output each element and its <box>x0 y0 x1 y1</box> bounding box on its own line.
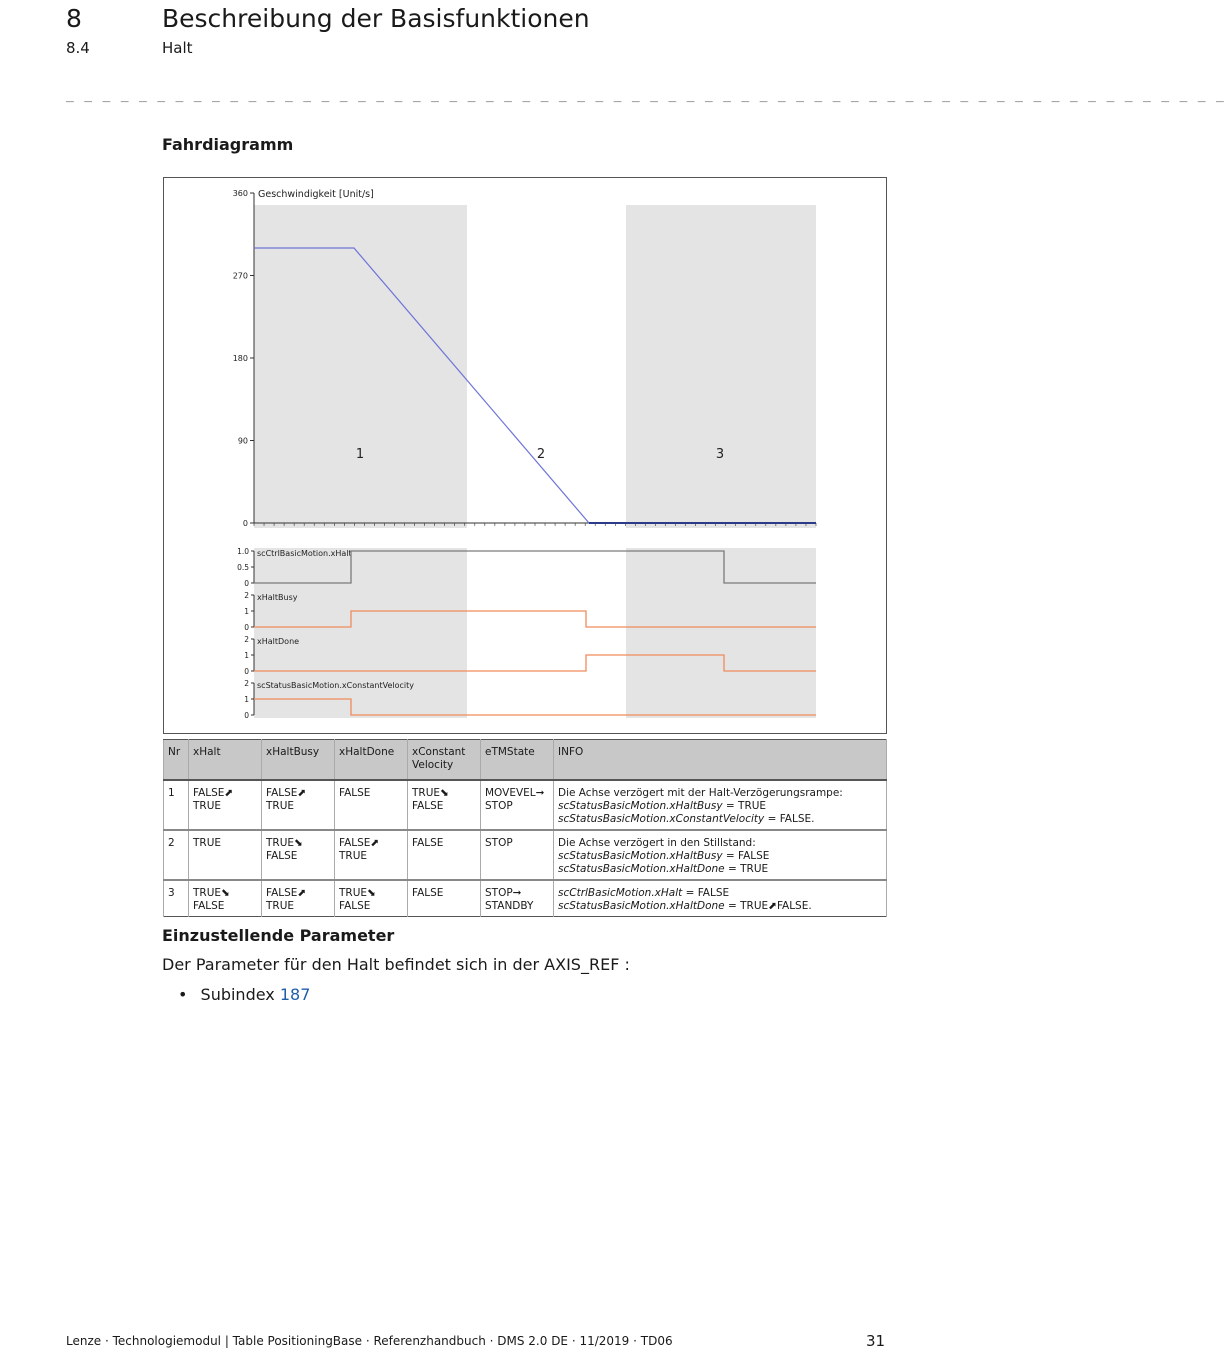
table-header-row <box>164 740 887 781</box>
table-row <box>164 780 887 830</box>
section-title: Halt <box>162 39 193 57</box>
signal-y-tick-label: 0.5 <box>237 563 249 572</box>
panel-gap <box>254 528 836 548</box>
phase-label: 2 <box>536 447 546 462</box>
col-header-info: INFO <box>554 740 887 781</box>
signal-name-label: scCtrlBasicMotion.xHalt <box>257 549 352 558</box>
section-number: 8.4 <box>66 39 90 57</box>
y-tick-label: 180 <box>232 354 248 363</box>
cell-etmstate: STOP <box>481 830 554 880</box>
cell-xhaltbusy: FALSE⬈ TRUE <box>262 780 335 830</box>
signal-y-tick-label: 0 <box>244 711 249 720</box>
info-line <box>558 887 882 900</box>
header-separator: _ _ _ _ _ _ _ _ _ _ _ _ _ _ _ _ _ _ _ _ _ _ _ _ _ _ _ _ _ _ _ _ _ _ _ _ _ _ _ _ _ _ _ _ _ _ _ _ _ _ _ _ _ _ _ _ _ _ _ _ _ _ _ _ <box>66 88 1225 103</box>
list-item <box>178 985 310 1004</box>
phase-label: 1 <box>355 447 365 462</box>
diagram-heading: Fahrdiagramm <box>162 135 294 154</box>
signal-y-tick-label: 2 <box>244 635 249 644</box>
cell-xhaltbusy: TRUE⬊ FALSE <box>262 830 335 880</box>
info-text: = FALSE <box>682 887 730 899</box>
signal-y-tick-label: 0 <box>244 579 249 588</box>
info-line <box>558 787 882 800</box>
signal-y-tick-label: 0 <box>244 623 249 632</box>
info-variable: scStatusBasicMotion.xHaltBusy <box>558 800 723 812</box>
cell-info <box>554 880 887 917</box>
state-table <box>163 739 887 917</box>
signal-name-label: xHaltBusy <box>257 593 298 602</box>
cell-xconstantvelocity: FALSE <box>408 880 481 917</box>
info-text: = FALSE. <box>764 813 815 825</box>
y-axis-label: Geschwindigkeit [Unit/s] <box>258 189 374 200</box>
cell-xhalt: TRUE <box>189 830 262 880</box>
cell-xhaltbusy: FALSE⬈ TRUE <box>262 880 335 917</box>
cell-etmstate: STOP➞ STANDBY <box>481 880 554 917</box>
cell-nr: 3 <box>164 880 189 917</box>
motion-diagram-figure <box>163 177 887 734</box>
signal-y-tick-label: 1 <box>244 695 249 704</box>
col-header-xconstantvelocity: xConstant Velocity <box>408 740 481 781</box>
y-tick-label: 270 <box>232 271 248 281</box>
signal-y-tick-label: 1.0 <box>237 547 249 556</box>
signal-name-label: xHaltDone <box>257 637 300 646</box>
y-tick-label: 90 <box>237 436 248 446</box>
cell-xhaltdone: TRUE⬊ FALSE <box>335 880 408 917</box>
bullet-marker: • <box>178 985 188 1004</box>
cell-xhaltdone: FALSE⬈ TRUE <box>335 830 408 880</box>
info-line <box>558 800 882 813</box>
info-variable: scStatusBasicMotion.xHaltDone <box>558 900 725 912</box>
bullet-label: Subindex <box>200 985 280 1004</box>
chapter-title: Beschreibung der Basisfunktionen <box>162 4 590 33</box>
info-line <box>558 900 882 913</box>
signal-y-tick-label: 2 <box>244 679 249 688</box>
col-header-xhaltdone: xHaltDone <box>335 740 408 781</box>
info-line <box>558 837 882 850</box>
col-header-etmstate: eTMState <box>481 740 554 781</box>
col-header-xhaltbusy: xHaltBusy <box>262 740 335 781</box>
info-text: = TRUE⬈FALSE. <box>724 900 812 912</box>
info-variable: scStatusBasicMotion.xHaltDone <box>558 863 725 875</box>
cell-xhalt: FALSE⬈ TRUE <box>189 780 262 830</box>
cell-xhaltdone: FALSE <box>335 780 408 830</box>
cell-nr: 2 <box>164 830 189 880</box>
signal-y-tick-label: 2 <box>244 591 249 600</box>
cell-info <box>554 780 887 830</box>
info-line <box>558 863 882 876</box>
signal-y-tick-label: 0 <box>244 667 249 676</box>
cell-info <box>554 830 887 880</box>
params-text: Der Parameter für den Halt befindet sich in der AXIS_REF : <box>162 955 630 974</box>
chapter-number: 8 <box>66 4 82 33</box>
col-header-xhalt: xHalt <box>189 740 262 781</box>
subindex-link[interactable]: 187 <box>279 985 311 1004</box>
info-variable: scCtrlBasicMotion.xHalt <box>558 887 683 899</box>
page-number: 31 <box>866 1332 886 1350</box>
info-text: = TRUE <box>722 800 767 812</box>
info-text: Die Achse verzögert in den Stillstand: <box>558 837 756 849</box>
params-heading: Einzustellende Parameter <box>162 926 395 945</box>
cell-xconstantvelocity: TRUE⬊ FALSE <box>408 780 481 830</box>
cell-xhalt: TRUE⬊ FALSE <box>189 880 262 917</box>
info-text: = TRUE <box>724 863 769 875</box>
info-variable: scStatusBasicMotion.xConstantVelocity <box>558 813 765 825</box>
signal-name-label: scStatusBasicMotion.xConstantVelocity <box>257 681 414 690</box>
motion-diagram-chart <box>164 178 886 733</box>
y-tick-label: 0 <box>242 519 248 528</box>
cell-xconstantvelocity: FALSE <box>408 830 481 880</box>
phase-label: 3 <box>715 447 725 462</box>
info-variable: scStatusBasicMotion.xHaltBusy <box>558 850 723 862</box>
page-footer: Lenze · Technologiemodul | Table PositioningBase · Referenzhandbuch · DMS 2.0 DE · 11/2019 · TD06 <box>66 1334 673 1348</box>
signal-y-tick-label: 1 <box>244 607 249 616</box>
info-text: Die Achse verzögert mit der Halt-Verzögerungsrampe: <box>558 787 843 799</box>
y-tick-label: 360 <box>232 189 248 198</box>
table-row <box>164 880 887 917</box>
info-text: = FALSE <box>722 850 770 862</box>
signal-y-tick-label: 1 <box>244 651 249 660</box>
table-row <box>164 830 887 880</box>
cell-etmstate: MOVEVEL➞ STOP <box>481 780 554 830</box>
cell-nr: 1 <box>164 780 189 830</box>
info-line <box>558 850 882 863</box>
col-header-nr: Nr <box>164 740 189 781</box>
info-line <box>558 813 882 826</box>
